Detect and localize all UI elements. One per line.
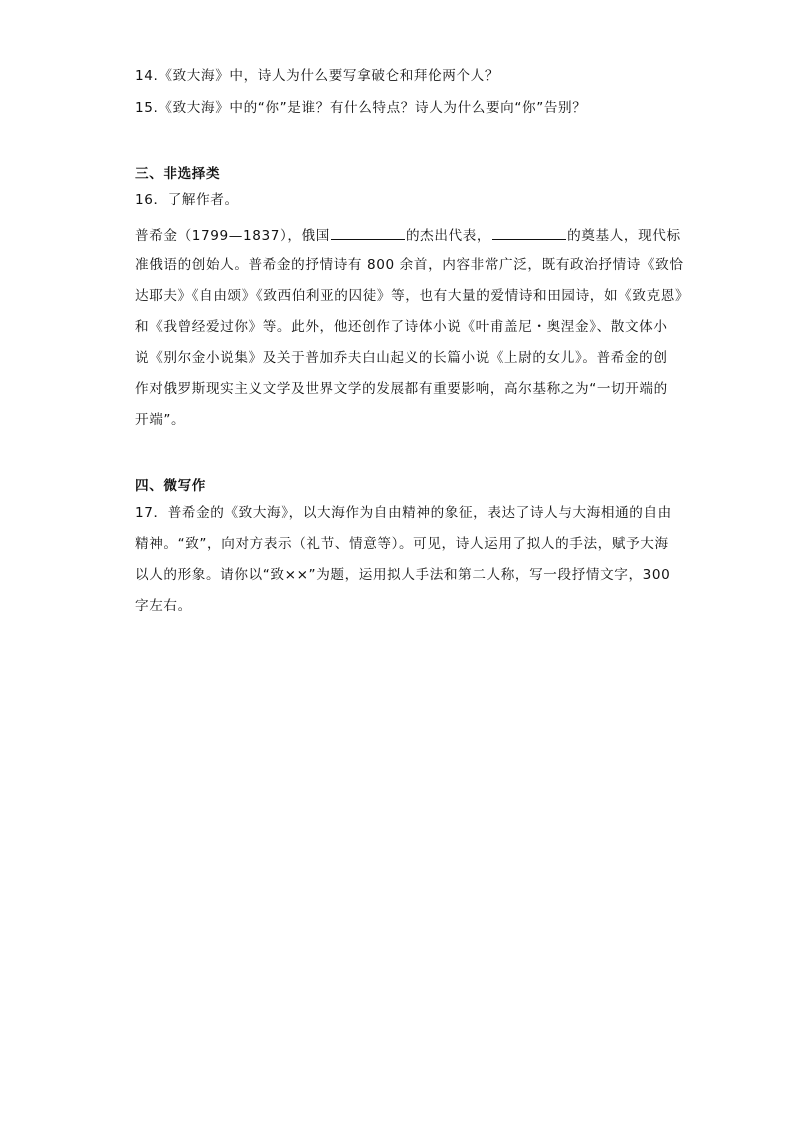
author-paragraph-line-3: 达耶夫》《自由颂》《致西伯利亚的囚徒》等，也有大量的爱情诗和田园诗，如《致克恩》 xyxy=(135,288,690,304)
author-paragraph-line-6: 作对俄罗斯现实主义文学及世界文学的发展都有重要影响，高尔基称之为“一切开端的 xyxy=(135,381,668,397)
section-4-heading: 四、微写作 xyxy=(135,478,206,494)
question-17-line-1: 17．普希金的《致大海》，以大海作为自由精神的象征，表达了诗人与大海相通的自由 xyxy=(135,505,672,521)
question-15: 15.《致大海》中的“你”是谁？有什么特点？诗人为什么要向“你”告别？ xyxy=(135,100,587,116)
question-17-line-2: 精神。“致”，向对方表示（礼节、情意等）。可见，诗人运用了拟人的手法，赋予大海 xyxy=(135,536,669,552)
question-17-line-3: 以人的形象。请你以“致××”为题，运用拟人手法和第二人称，写一段抒情文字，300 xyxy=(135,567,671,583)
author-paragraph-line-2: 准俄语的创始人。普希金的抒情诗有 800 余首，内容非常广泛，既有政治抒情诗《致恰 xyxy=(135,257,684,273)
line-1-part-b: 的杰出代表， xyxy=(405,228,492,244)
author-paragraph-line-5: 说《别尔金小说集》及关于普加乔夫白山起义的长篇小说《上尉的女儿》。普希金的创 xyxy=(135,350,668,366)
line-1-part-c: 的奠基人，现代标 xyxy=(567,228,681,244)
author-paragraph-line-4: 和《我曾经爱过你》等。此外，他还创作了诗体小说《叶甫盖尼・奥涅金》、散文体小 xyxy=(135,319,668,335)
question-17-line-4: 字左右。 xyxy=(135,598,192,614)
section-3-heading: 三、非选择类 xyxy=(135,166,221,182)
fill-blank-2[interactable] xyxy=(492,224,566,240)
question-14: 14.《致大海》中，诗人为什么要写拿破仑和拜伦两个人？ xyxy=(135,68,500,84)
author-paragraph-line-1 xyxy=(135,224,681,246)
fill-blank-1[interactable] xyxy=(331,224,405,240)
question-16-title: 16．了解作者。 xyxy=(135,192,239,208)
author-paragraph-line-7: 开端”。 xyxy=(135,412,186,428)
line-1-part-a: 普希金（1799—1837），俄国 xyxy=(135,228,330,244)
